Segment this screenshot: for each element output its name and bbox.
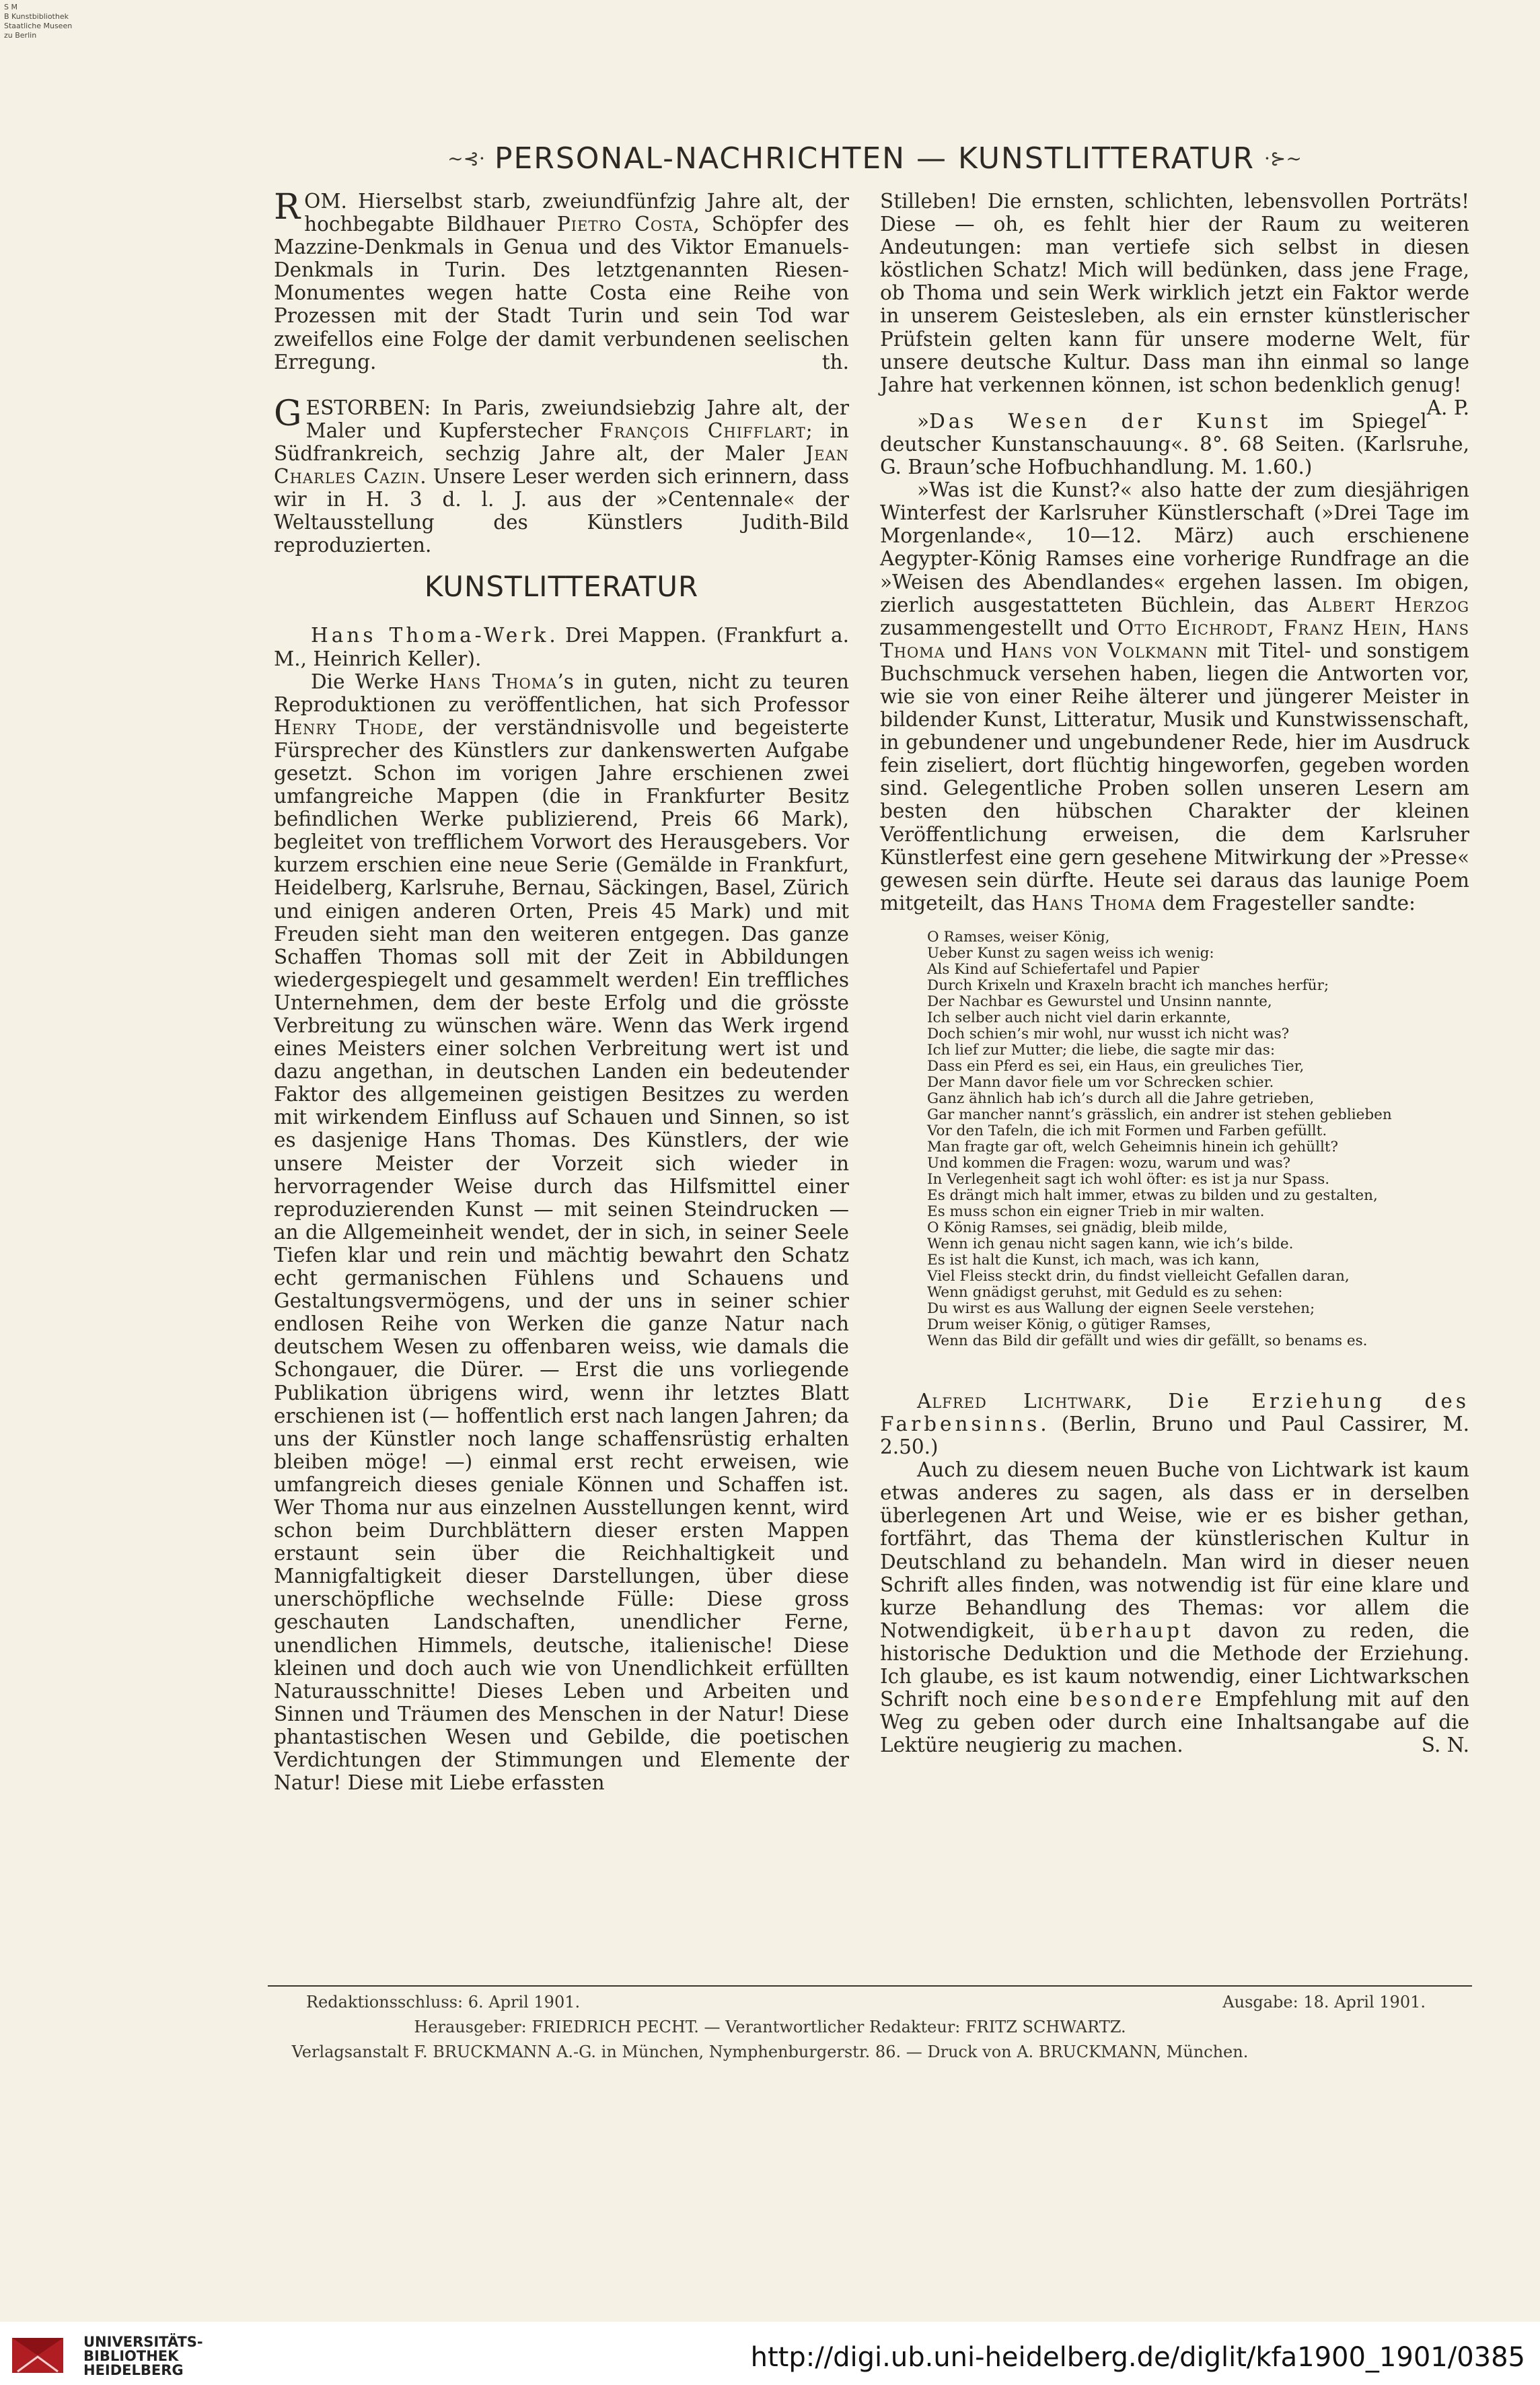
stamp-line: B Kunstbibliothek	[4, 12, 69, 21]
poem-line: Wenn gnädigst geruhst, mit Geduld es zu sehen:	[927, 1283, 1283, 1301]
poem-line: Dass ein Pferd es sei, ein Haus, ein greuliches Tier,	[927, 1057, 1305, 1075]
poem	[927, 929, 1469, 1349]
footer-closing-date: Redaktionsschluss: 6. April 1901.	[306, 1993, 581, 2012]
poem-line: Der Nachbar es Gewurstel und Unsinn nannte,	[927, 993, 1272, 1010]
stamp-line: zu Berlin	[4, 31, 37, 40]
poem-line: Ich selber auch nicht viel darin erkannte,	[927, 1009, 1231, 1026]
signature: S. N.	[1421, 1734, 1469, 1757]
notice-deaths-text: ESTORBEN: In Paris, zweiundsiebzig Jahre alt, der Maler und Kupferstecher François Chifflart; in Südfrankreich, sechzig Jahre alt, der Maler Jean Charles Cazin. Unsere Leser werden sich erinnern, dass wir in H. 3 d. l. J. aus der »Centennale« der Weltausstellung des Künstlers Judith-Bild reproduzierten.	[274, 396, 849, 557]
notice-rome-text: OM. Hierselbst starb, zweiundfünfzig Jahre alt, der hochbegabte Bildhauer Pietro Costa, Schöpfer des Mazzine-Denkmals in Genua und des Viktor Emanuels-Denkmals in Turin. Des letztgenannten Riesen-Monumentes wegen hatte Costa eine Reihe von Prozessen mit der Stadt Turin und sein Tod war zweifellos eine Folge der damit verbundenen seelischen Erregung.	[274, 190, 849, 373]
poem-line: Durch Krixeln und Kraxeln bracht ich manches herfür;	[927, 976, 1329, 994]
poem-line: Es drängt mich halt immer, etwas zu bilden und zu gestalten,	[927, 1186, 1378, 1204]
poem-line: Vor den Tafeln, die ich mit Formen und Farben gefüllt.	[927, 1122, 1327, 1139]
poem-line: Der Mann davor fiele um vor Schrecken schier.	[927, 1073, 1274, 1091]
poem-line: Ganz ähnlich hab ich’s durch all die Jahre getrieben,	[927, 1090, 1315, 1107]
drop-cap: G	[274, 393, 302, 434]
review-paragraph: Die Werke Hans Thoma’s in guten, nicht zu teuren Reproduktionen zu veröffentlichen, hat sich Professor Henry Thode, der verständnisvolle und begeisterte Fürsprecher des Künstlers zur dankenswerten Aufgabe gesetzt. Schon im vorigen Jahre erschienen zwei umfangreiche Mappen (die in Frankfurter Besitz befindlichen Werke publizierend, Preis 66 Mark), begleitet von trefflichem Vorwort des Herausgebers. Vor kurzem erschien eine neue Serie (Gemälde in Frankfurt, Heidelberg, Karlsruhe, Bernau, Säckingen, Basel, Zürich und einigen anderen Orten, Preis 45 Mark) und mit Freuden sieht man den weiteren entgegen. Das ganze Schaffen Thomas soll mit der Zeit in Abbildungen wiedergespiegelt und gesammelt werden! Ein treffliches Unternehmen, dem der beste Erfolg und die grösste Verbreitung zu wünschen wäre. Wenn das Werk irgend eines Meisters einer solchen Verbreitung wert ist und dazu angethan, in deutschen Landen ein bedeutender Faktor des allgemeinen geistigen Besitzes zu werden mit wirkendem Einfluss auf Schauen und Sinnen, so ist es dasjenige Hans Thomas. Des Künstlers, der wie unsere Meister der Vorzeit sich wieder in hervorragender Weise durch das Hilfsmittel einer reproduzierenden Kunst — mit seinen Steindrucken — an die Allgemeinheit wendet, der in sich, in seiner Seele Tiefen klar und rein und mächtig bewahrt den Schatz echt germanischen Fühlens und Schauens und Gestaltungsvermögens, und der uns in seiner schier endlosen Reihe von Werken die ganze Natur nach deutschem Wesen zu offenbaren weiss, wie damals die Schongauer, die Dürer. — Erst die uns vorliegende Publikation übrigens wird, wenn ihr letztes Blatt erschienen ist (— hoffentlich erst nach langen Jahren; da uns der Künstler noch lange schaffensrüstig erhalten bleiben möge! —) einmal erst recht erweisen, wie umfangreich dieses geniale Können und Schaffen ist. Wer Thoma nur aus einzelnen Ausstellungen kennt, wird schon beim Durchblättern dieser ersten Mappen erstaunt sein über die Reichhaltigkeit und Mannigfaltigkeit dieser Darstellungen, über diese unerschöpfliche wechselnde Fülle: Diese gross geschauten Landschaften, unendlicher Ferne, unendlichen Himmels, deutsche, italienische! Diese kleinen und doch auch wie von Unendlichkeit erfüllten Naturausschnitte! Dieses Leben und Arbeiten und Sinnen und Träumen des Menschen in der Natur! Diese phantastischen Wesen und Gebilde, die poetischen Verdichtungen der Stimmungen und Elemente der Natur! Diese mit Liebe erfassten	[274, 670, 850, 1795]
review-text: Auch zu diesem neuen Buche von Lichtwark ist kaum etwas anderes zu sagen, als dass er in derselben überlegenen Art und Weise, wie er es bisher gethan, fortfährt, das Thema der künstlerischen Kultur in Deutschland zu behandeln. Man wird in dieser neuen Schrift alles finden, was notwendig ist für eine klare und kurze Behandlung des Themas: vor allem die Notwendigkeit, überhaupt davon zu reden, die historische Deduktion und die Methode der Erziehung. Ich glaube, es ist kaum notwendig, einer Lichtwarkschen Schrift noch eine besondere Empfehlung mit auf den Weg zu geben oder durch eine Inhaltsangabe auf die Lektüre neugierig zu machen.	[880, 1458, 1470, 1757]
book-heading: Alfred Lichtwark, Die Erziehung des Farbensinns. (Berlin, Bruno und Paul Cassirer, M. 2.50.)	[880, 1389, 1469, 1459]
ornament-right-icon: ·⊱~	[1264, 147, 1302, 170]
header-title: PERSONAL-NACHRICHTEN — KUNSTLITTERATUR	[494, 141, 1255, 176]
footer-editors: Herausgeber: FRIEDRICH PECHT. — Verantwortlicher Redakteur: FRITZ SCHWARTZ.	[414, 2018, 1126, 2036]
stamp-line: Staatliche Museen	[4, 22, 73, 30]
poem-line: Ueber Kunst zu sagen weiss ich wenig:	[927, 944, 1214, 962]
poem-line: Gar mancher nannt’s grässlich, ein andrer ist stehen geblieben	[927, 1106, 1392, 1123]
library-stamp	[4, 3, 72, 40]
poem-line: O König Ramses, sei gnädig, bleib milde,	[927, 1219, 1228, 1236]
university-logo-icon	[11, 2333, 65, 2377]
poem-line: Es ist halt die Kunst, ich mach, was ich kann,	[927, 1251, 1260, 1269]
poem-line: In Verlegenheit sagt ich wohl öfter: es ist ja nur Spass.	[927, 1170, 1330, 1188]
review-paragraph	[880, 1458, 1469, 1756]
poem-line: Wenn ich genau nicht sagen kann, wie ich’s bilde.	[927, 1235, 1294, 1252]
poem-line: Doch schien’s mir wohl, nur wusst ich nicht was?	[927, 1025, 1290, 1042]
poem-line: O Ramses, weiser König,	[927, 928, 1110, 946]
library-name-line: HEIDELBERG	[83, 2362, 184, 2378]
notice-rome	[274, 187, 849, 373]
review-paragraph: »Was ist die Kunst?« also hatte der zum diesjährigen Winterfest der Karlsruher Künstlerschaft (»Drei Tage im Morgenlande«, 10—12. März) auch erschienene Aegypter-König Ramses eine vorherige Rundfrage an die »Weisen des Abendlandes« ergehen lassen. Im obigen, zierlich ausgestatteten Büchlein, das Albert Herzog zusammengestellt und Otto Eichrodt, Franz Hein, Hans Thoma und Hans von Volkmann mit Titel- und sonstigem Buchschmuck versehen haben, liegen die Antworten vor, wie sie von einer Reihe älterer und jüngerer Meister in bildender Kunst, Litteratur, Musik und Kunstwissenschaft, in gebundener und ungebundener Rede, hier im Ausdruck fein ziseliert, dort flüchtig hingeworfen, gegeben worden sind. Gelegentliche Proben sollen unseren Lesern am besten den hübschen Charakter der kleinen Veröffentlichung erweisen, die dem Karlsruher Künstlerfest eine gern gesehene Mitwirkung der »Presse« gewesen sein dürfte. Heute sei daraus das launige Poem mitgeteilt, das Hans Thoma dem Fragesteller sandte:	[880, 478, 1470, 915]
footer-publisher: Verlagsanstalt F. BRUCKMANN A.-G. in München, Nymphenburgerstr. 86. — Druck von A. BRUCKMANN, München.	[291, 2042, 1249, 2061]
ornament-left-icon: ~⊰·	[447, 147, 485, 170]
review-paragraph	[880, 190, 1469, 419]
footer-issue-date: Ausgabe: 18. April 1901.	[1222, 1993, 1426, 2012]
poem-line: Ich lief zur Mutter; die liebe, die sagte mir das:	[927, 1041, 1276, 1059]
notice-deaths	[274, 393, 849, 557]
permalink-url[interactable]: http://digi.ub.uni-heidelberg.de/diglit/kfa1900_1901/0385	[750, 2342, 1525, 2373]
poem-line: Als Kind auf Schiefertafel und Papier	[927, 960, 1200, 978]
poem-line: Du wirst es aus Wallung der eignen Seele verstehen;	[927, 1300, 1315, 1317]
poem-line: Drum weiser König, o gütiger Ramses,	[927, 1316, 1212, 1333]
poem-line: Viel Fleiss steckt drin, du findst vielleicht Gefallen daran,	[927, 1267, 1350, 1285]
right-column	[880, 190, 1469, 1756]
drop-cap: R	[274, 187, 301, 227]
poem-line: Es muss schon ein eigner Trieb in mir walten.	[927, 1203, 1265, 1220]
library-name-line: UNIVERSITÄTS-	[83, 2334, 203, 2350]
left-column	[274, 187, 850, 1795]
signature: th.	[821, 350, 849, 373]
library-name-line: BIBLIOTHEK	[83, 2348, 179, 2364]
footer-divider	[268, 1985, 1472, 1987]
poem-line: Wenn das Bild dir gefällt und wies dir gefällt, so benams es.	[927, 1332, 1368, 1349]
section-title: KUNSTLITTERATUR	[424, 570, 699, 604]
review-text: Stilleben! Die ernsten, schlichten, lebensvollen Porträts! Diese — oh, es fehlt hier der Raum zu weiteren Andeutungen: man vertiefe sich selbst in diesen köstlichen Schatz! Mich will bedünken, dass jene Frage, ob Thoma und sein Werk wirklich jetzt ein Faktor werde in unserem Geistesleben, als ein ernster künstlerischer Prüfstein gelten kann für unsere moderne Welt, für unsere deutsche Kultur. Dass man ihn einmal so lange Jahre hat verkennen können, ist schon bedenklich genug!	[880, 190, 1469, 396]
poem-line: Und kommen die Fragen: wozu, warum und was?	[927, 1154, 1291, 1172]
book-heading: »Das Wesen der Kunst im Spiegel deutscher Kunstanschauung«. 8°. 68 Seiten. (Karlsruhe, G. Braun’sche Hofbuchhandlung. M. 1.60.)	[880, 409, 1469, 479]
library-name	[83, 2335, 203, 2378]
book-heading: Hans Thoma-Werk. Drei Mappen. (Frankfurt a. M., Heinrich Keller).	[274, 624, 849, 670]
signature: A. P.	[1426, 396, 1469, 419]
page-header	[343, 138, 1406, 178]
poem-line: Man fragte gar oft, welch Geheimnis hinein ich gehüllt?	[927, 1138, 1339, 1155]
stamp-line: S M	[4, 3, 17, 11]
